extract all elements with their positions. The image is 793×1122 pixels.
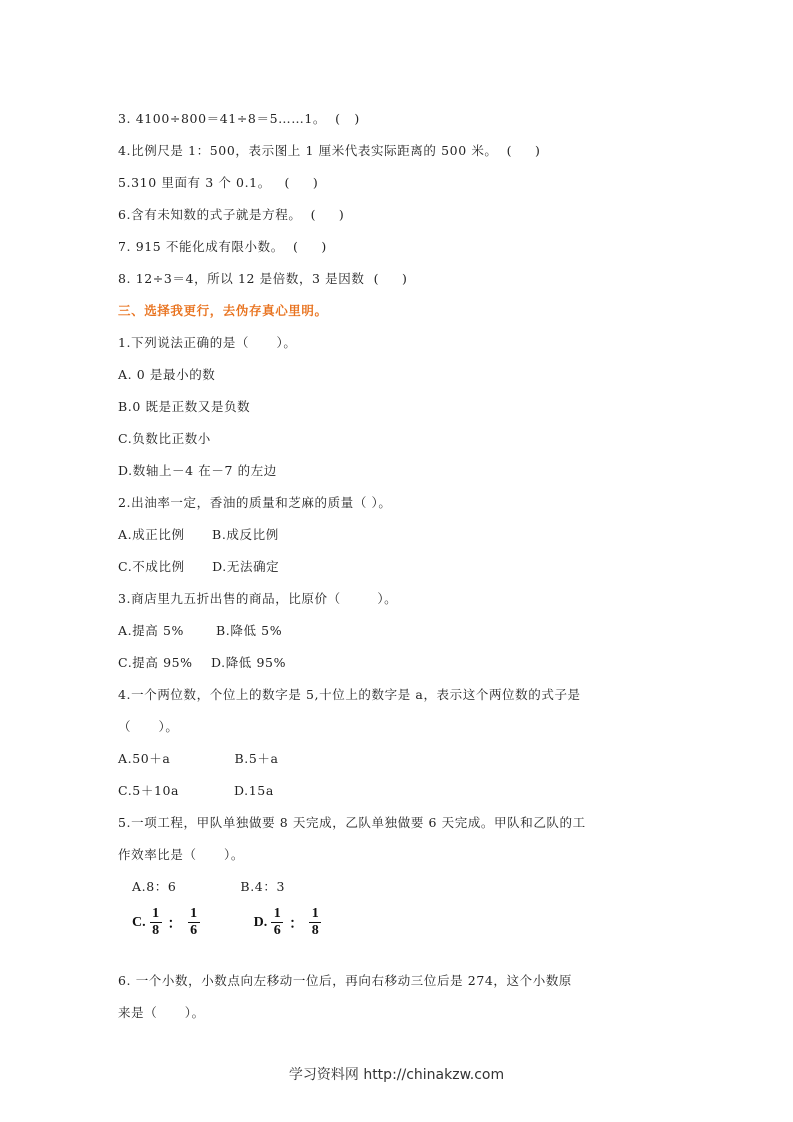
ratio-colon: ： bbox=[289, 916, 304, 932]
ratio-colon: ： bbox=[167, 916, 182, 932]
text-line: 7. 915 不能化成有限小数。 ( ) bbox=[118, 239, 327, 254]
footer-watermark: 学习资料网 http://chinakzw.com bbox=[288, 1067, 505, 1083]
denominator: 6 bbox=[273, 923, 281, 938]
text-line: 6. 一个小数，小数点向左移动一位后，再向右移动三位后是 274，这个小数原 bbox=[118, 973, 573, 988]
section-heading: 三、选择我更行，去伪存真心里明。 bbox=[118, 303, 328, 318]
denominator: 6 bbox=[190, 923, 198, 938]
text-line: C.5＋10a D.15a bbox=[118, 783, 274, 798]
numerator: 1 bbox=[311, 906, 319, 921]
text-line: 作效率比是（ ）。 bbox=[118, 847, 244, 862]
numerator: 1 bbox=[152, 906, 160, 921]
text-line: C.负数比正数小 bbox=[118, 431, 211, 446]
text-line: B.0 既是正数又是负数 bbox=[118, 399, 251, 414]
option-c-label: C. bbox=[132, 914, 146, 930]
denominator: 8 bbox=[311, 923, 319, 938]
text-line: 2.出油率一定，香油的质量和芝麻的质量（ ）。 bbox=[118, 495, 392, 510]
denominator: 8 bbox=[152, 923, 160, 938]
fraction bbox=[150, 906, 162, 939]
text-line: A.提高 5% B.降低 5% bbox=[118, 623, 283, 638]
text-line: 4.一个两位数，个位上的数字是 5,十位上的数字是 a，表示这个两位数的式子是 bbox=[118, 687, 581, 702]
text-line: A.8：6 B.4：3 bbox=[132, 879, 285, 894]
text-line: （ ）。 bbox=[118, 719, 179, 734]
text-line: 3.商店里九五折出售的商品，比原价（ ）。 bbox=[118, 591, 398, 606]
numerator: 1 bbox=[273, 906, 281, 921]
text-line: C.不成比例 D.无法确定 bbox=[118, 559, 280, 574]
option-c bbox=[132, 906, 204, 939]
text-line: 6.含有未知数的式子就是方程。 ( ) bbox=[118, 207, 345, 222]
text-line: A. 0 是最小的数 bbox=[118, 367, 216, 382]
text-line: 来是（ ）。 bbox=[118, 1005, 205, 1020]
fraction bbox=[309, 906, 321, 939]
text-line: D.数轴上－4 在－7 的左边 bbox=[118, 463, 277, 478]
fraction-options bbox=[132, 906, 325, 939]
text-line: 8. 12÷3＝4，所以 12 是倍数，3 是因数 ( ) bbox=[118, 271, 408, 286]
text-line: 1.下列说法正确的是（ ）。 bbox=[118, 335, 297, 350]
option-d-label: D. bbox=[253, 914, 268, 930]
numerator: 1 bbox=[190, 906, 198, 921]
text-line: A.50＋a B.5＋a bbox=[118, 751, 279, 766]
text-line: A.成正比例 B.成反比例 bbox=[118, 527, 279, 542]
text-line: 3. 4100÷800＝41÷8＝5……1。 ( ) bbox=[118, 111, 360, 126]
text-line: 5.310 里面有 3 个 0.1。 ( ) bbox=[118, 175, 319, 190]
fraction bbox=[271, 906, 283, 939]
text-line: 5.一项工程，甲队单独做要 8 天完成，乙队单独做要 6 天完成。甲队和乙队的工 bbox=[118, 815, 586, 830]
text-line: 4.比例尺是 1：500，表示图上 1 厘米代表实际距离的 500 米。 ( ) bbox=[118, 143, 541, 158]
fraction bbox=[188, 906, 200, 939]
text-line: C.提高 95% D.降低 95% bbox=[118, 655, 287, 670]
option-d bbox=[254, 906, 326, 939]
